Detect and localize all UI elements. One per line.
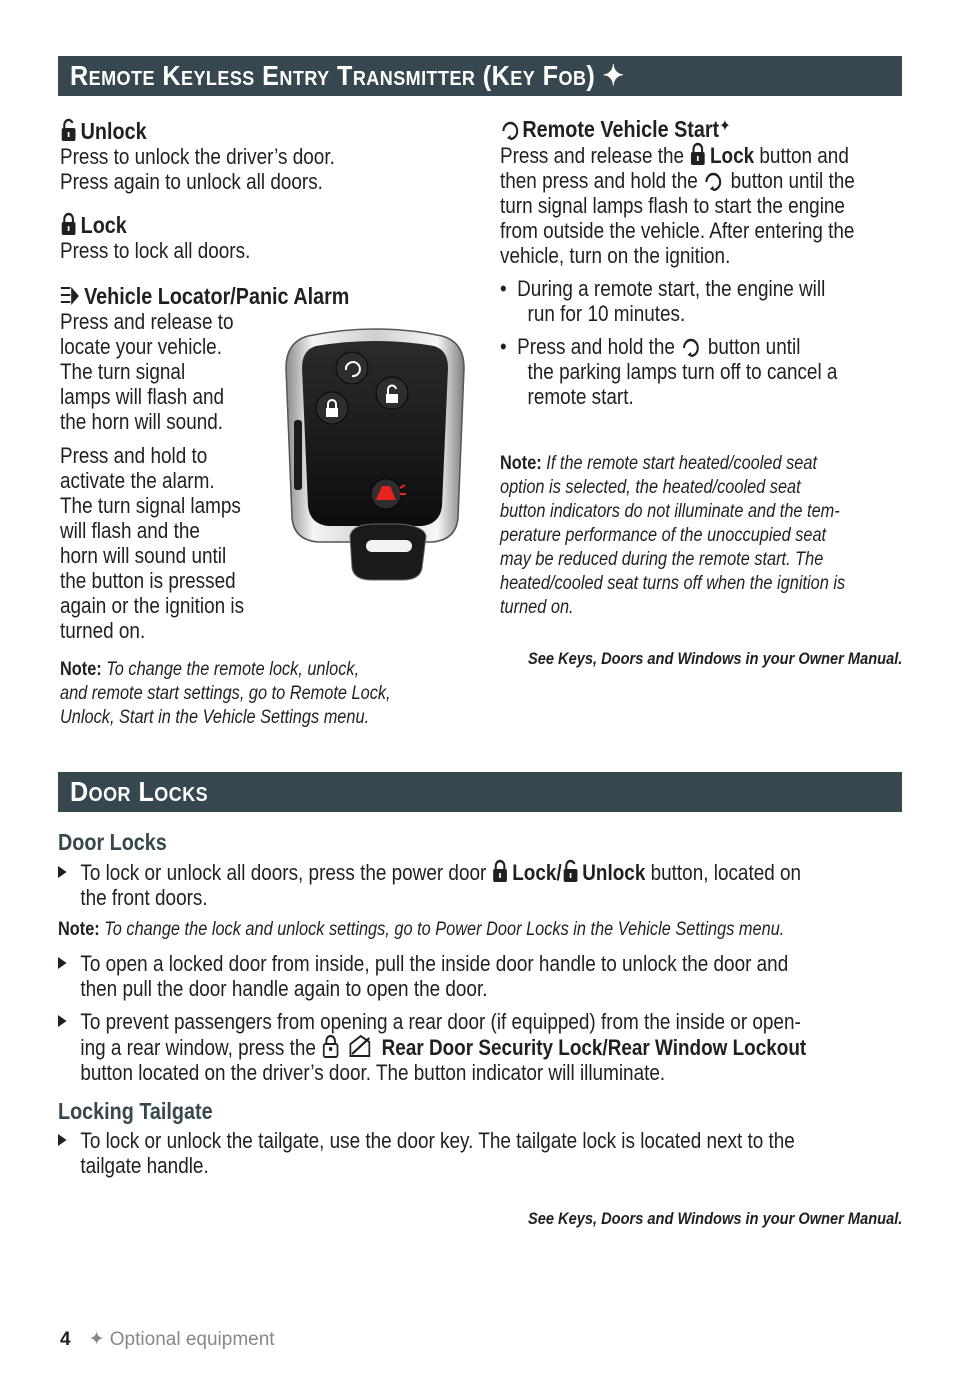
lock-icon <box>689 142 706 166</box>
optional-star-icon: ✦ <box>88 1329 105 1350</box>
page-number: 4 <box>60 1329 71 1350</box>
remote-start-icon <box>680 335 699 357</box>
unlock-icon <box>60 118 77 142</box>
unlock-icon <box>562 859 579 883</box>
section-header-door-locks <box>58 772 902 812</box>
key-fob-image <box>280 328 470 583</box>
optional-equipment-label: Optional equipment <box>109 1329 275 1350</box>
see-owner-manual-1: See Keys, Doors and Windows in your Owner Manual. <box>527 649 902 668</box>
locator-block: Vehicle Locator/Panic Alarm Press and release to locate your vehicle. The turn signal lamps will flash and the horn will sound. Press and hold to activate the alarm. The turn signal lamps will flash and the horn will sound until the button is pressed again or the ignition is turned on. <box>60 283 350 643</box>
remote-start-block: Remote Vehicle Start✦ Press and release the Lock button and then press and hold the button until the turn signal lamps flash to start the engine from outside the vehicle. After entering the vehicle, turn on the ignition. • During a remote start, the engine will run for 10 minutes. • Press and hold the button until the parking lamps turn off to cancel a remote start. <box>500 116 855 409</box>
item-power-lock: To lock or unlock all doors, press the power door Lock/ Unlock button, located on <box>58 859 806 885</box>
unlock-block: Unlock Press to unlock the driver’s door. Press again to unlock all doors. <box>60 118 335 194</box>
window-lockout-icon <box>349 1034 373 1058</box>
bullet-run-time: • During a remote start, the engine will <box>500 276 826 301</box>
note-heated-seat: Note: If the remote start heated/cooled seat option is selected, the heated/cooled seat button indicators do not illuminate and the tem- perature performance of the unoccupied seat may be reduced during the remote start. The heated/cooled seat turns off when the ignition is turned on. <box>500 453 846 618</box>
lock-block: Lock Press to lock all doors. <box>60 212 251 263</box>
remote-start-icon <box>500 118 519 140</box>
subheading-door-locks: Door Locks <box>58 829 167 855</box>
lock-icon <box>60 212 77 236</box>
see-owner-manual-2: See Keys, Doors and Windows in your Owner Manual. <box>527 1209 902 1228</box>
section-header-key-fob <box>58 56 902 96</box>
subheading-locking-tailgate: Locking Tailgate <box>58 1098 213 1124</box>
item-security-lock: To prevent passengers from opening a rear door (if equipped) from the inside or open- <box>58 1009 806 1034</box>
optional-star-icon: ✦ <box>602 60 625 91</box>
remote-start-icon <box>703 169 722 191</box>
arrow-bullet-icon <box>58 1015 67 1027</box>
bullet-cancel: • Press and hold the button until <box>500 334 801 359</box>
vehicle-locator-icon <box>60 285 81 307</box>
section-title: Door Locks <box>70 776 209 807</box>
arrow-bullet-icon <box>58 866 67 878</box>
child-lock-icon <box>321 1034 340 1058</box>
arrow-bullet-icon <box>58 957 67 969</box>
lock-icon <box>492 859 509 883</box>
item-tailgate: To lock or unlock the tailgate, use the door key. The tailgate lock is located next to the <box>58 1128 806 1153</box>
note-remote-settings: Note: To change the remote lock, unlock, and remote start settings, go to Remote Lock, Unlock, Start in the Vehicle Settings menu. <box>60 659 391 728</box>
optional-star-icon: ✦ <box>719 118 731 135</box>
footer <box>60 1328 275 1351</box>
door-locks-content: Door Locks To lock or unlock all doors, press the power door Lock/ Unlock button, located on the front doors. Note: To change the lock and unlock settings, go to Power Door Locks in the Vehicle Settings menu. To open a locked door from inside, pull the inside door handle to unlock the door and then pull the door handle again to open the door. To prevent passengers from opening a rear door (if equipped) from the inside or open- ing a rear window, press the Rear Door Security Lock/Rear Window Lockout button located on the driver’s door. The button indicator will illuminate. Locking Tailgate To lock or unlock the tailgate, use the door key. The tailgate lock is located next to the tailgate handle. <box>58 829 807 1178</box>
item-open-door: To open a locked door from inside, pull the inside door handle to unlock the door and <box>58 951 806 976</box>
section-title: Remote Keyless Entry Transmitter (Key Fob) ✦ <box>70 60 625 91</box>
arrow-bullet-icon <box>58 1134 67 1146</box>
